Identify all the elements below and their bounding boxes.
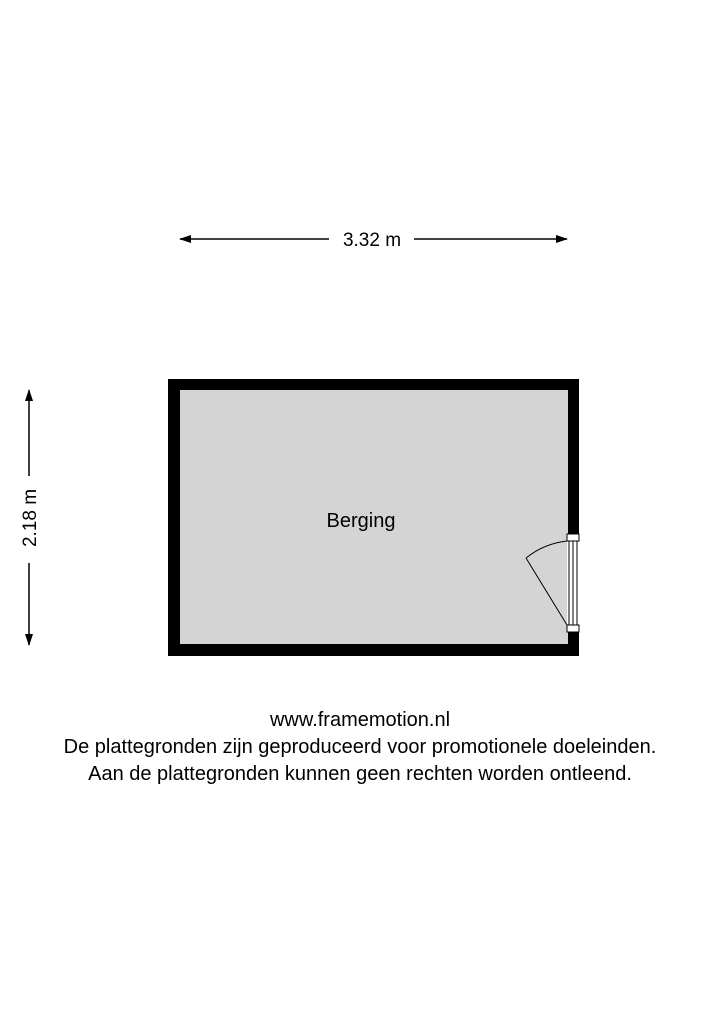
website-text: www.framemotion.nl: [269, 709, 451, 731]
disclaimer-line-1: De plattegronden zijn geproduceerd voor promotionele doeleinden.: [63, 736, 657, 758]
footer-notes: [0, 707, 720, 788]
width-dimension-label: 3.32 m: [342, 230, 402, 251]
width-dimension: [180, 230, 567, 251]
room-berging: [168, 379, 579, 656]
height-dimension: [20, 390, 41, 645]
door-jamb-bottom: [567, 625, 579, 632]
door-jamb-top: [567, 534, 579, 541]
disclaimer-line-2: Aan de plattegronden kunnen geen rechten worden ontleend.: [88, 763, 632, 785]
height-dimension-label: 2.18 m: [20, 488, 41, 548]
room-label: Berging: [326, 510, 396, 532]
